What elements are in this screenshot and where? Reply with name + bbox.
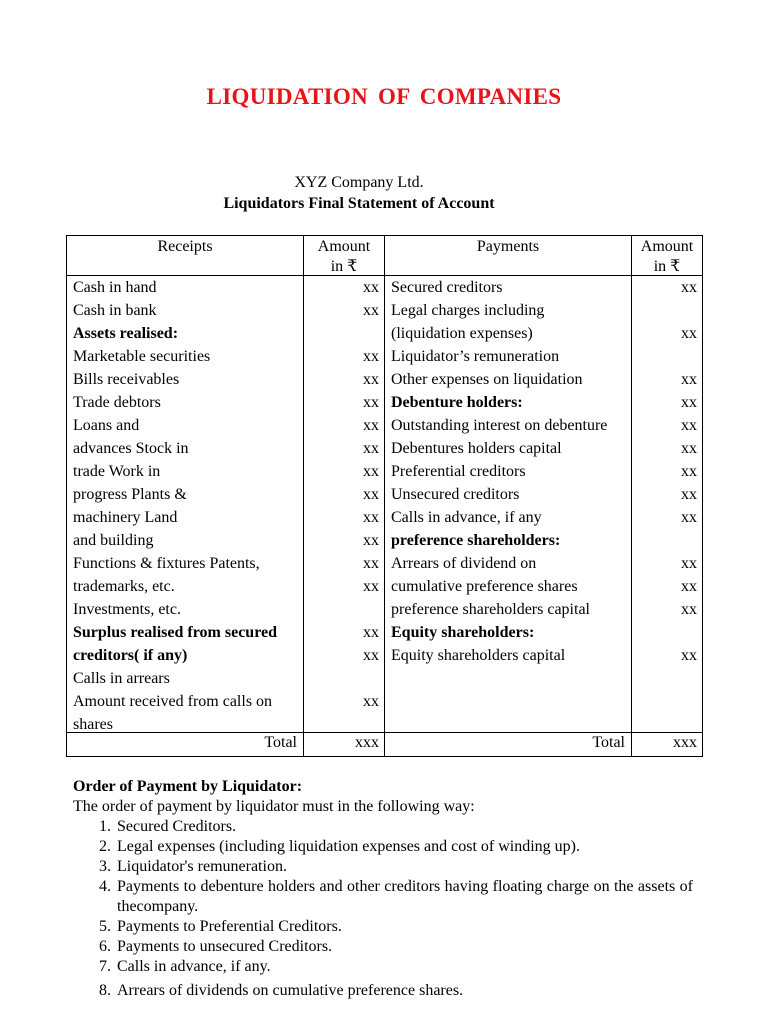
- column-divider: [631, 236, 632, 756]
- order-item-text: Payments to Preferential Creditors.: [117, 918, 342, 935]
- order-list-item: [73, 917, 693, 937]
- order-list-item: [73, 981, 693, 1001]
- receipt-item-label: advances Stock in: [73, 440, 189, 457]
- payment-item-label: preference shareholders:: [391, 532, 561, 549]
- order-intro: The order of payment by liquidator must in the following way:: [73, 798, 475, 815]
- company-name: XYZ Company Ltd.: [294, 174, 424, 191]
- payment-item-label: Secured creditors: [391, 279, 503, 296]
- order-list-item: [73, 837, 693, 857]
- order-item-text: Payments to debenture holders and other creditors having floating charge on the assets of thecompany.: [117, 878, 693, 915]
- receipts-amount-header: [304, 236, 384, 277]
- payment-item-label: Calls in advance, if any: [391, 509, 542, 526]
- order-list-item: [73, 817, 693, 837]
- receipts-amount-header-line1: Amount: [317, 238, 371, 255]
- receipt-item-label: Surplus realised from secured: [73, 624, 278, 641]
- payment-item-amount: xx: [681, 555, 697, 572]
- receipt-item-amount: [305, 667, 379, 690]
- receipts-total-value: xxx: [355, 734, 379, 751]
- payment-item-amount: [633, 529, 697, 552]
- order-item-number: 8.: [99, 982, 111, 999]
- payment-item-label: Debentures holders capital: [391, 440, 562, 457]
- column-divider: [384, 236, 385, 756]
- payments-header-label: Payments: [476, 238, 540, 255]
- receipt-item-label: progress Plants &: [73, 486, 187, 503]
- payment-item-amount: xx: [681, 509, 697, 526]
- receipt-item-label: Marketable securities: [73, 348, 211, 365]
- payment-item-amount: xx: [681, 394, 697, 411]
- order-item-text: Calls in advance, if any.: [117, 958, 271, 975]
- receipt-item-label: creditors( if any): [73, 647, 188, 664]
- order-of-payment-section: [73, 777, 693, 1001]
- payment-item-amount: xx: [681, 578, 697, 595]
- payment-item-label: Outstanding interest on debenture: [391, 417, 608, 434]
- order-item-text: Secured Creditors.: [117, 818, 237, 835]
- order-item-text: Payments to unsecured Creditors.: [117, 938, 333, 955]
- payments-amount-header-line1: Amount: [640, 238, 694, 255]
- receipt-item-label: Loans and: [73, 417, 140, 434]
- receipts-amounts: [305, 276, 379, 736]
- receipt-item-label: Trade debtors: [73, 394, 161, 411]
- receipt-item-amount: xx: [363, 279, 379, 296]
- payment-item-amount: xx: [681, 417, 697, 434]
- receipt-item-label: Investments, etc.: [73, 601, 181, 618]
- order-heading: Order of Payment by Liquidator:: [73, 778, 303, 795]
- payment-item-label: Equity shareholders:: [391, 624, 535, 641]
- receipt-item-label: trade Work in: [73, 463, 161, 480]
- receipt-item-amount: xx: [363, 555, 379, 572]
- receipt-item-label: Assets realised:: [73, 325, 179, 342]
- receipt-item-amount: xx: [363, 509, 379, 526]
- payment-item-amount: [633, 621, 697, 644]
- payments-amount-header: [632, 236, 702, 277]
- payment-item-amount: xx: [681, 371, 697, 388]
- payment-item-label: Unsecured creditors: [391, 486, 520, 503]
- receipt-item-amount: xx: [363, 624, 379, 641]
- payments-amount-header-line2: in ₹: [653, 258, 681, 275]
- payment-item-amount: xx: [681, 601, 697, 618]
- receipt-item-amount: xx: [363, 486, 379, 503]
- receipt-item-amount: xx: [363, 440, 379, 457]
- payments-labels: [391, 276, 631, 667]
- order-item-text: Arrears of dividends on cumulative preference shares.: [117, 982, 464, 999]
- receipt-item-label: Calls in arrears: [73, 670, 170, 687]
- payment-item-amount: xx: [681, 440, 697, 457]
- payment-item-label: Debenture holders:: [391, 394, 523, 411]
- receipts-header-label: Receipts: [157, 238, 213, 255]
- column-divider: [303, 236, 304, 756]
- statement-title: Liquidators Final Statement of Account: [223, 195, 495, 212]
- payment-item-label: cumulative preference shares: [391, 578, 578, 595]
- receipt-item-label: and building: [73, 532, 154, 549]
- receipt-item-amount: [305, 322, 379, 345]
- payment-item-label: Equity shareholders capital: [391, 647, 566, 664]
- order-item-number: 1.: [99, 818, 111, 835]
- payment-item-amount: xx: [681, 486, 697, 503]
- order-item-text: Legal expenses (including liquidation expenses and cost of winding up).: [117, 838, 581, 855]
- receipt-item-amount: xx: [363, 348, 379, 365]
- order-item-number: 4.: [99, 878, 111, 895]
- receipt-item-amount: xx: [363, 463, 379, 480]
- order-list-item: [73, 957, 693, 977]
- receipt-item-amount: [305, 598, 379, 621]
- receipt-item-label: Cash in hand: [73, 279, 157, 296]
- receipt-item-label: Amount received from calls on: [73, 693, 273, 710]
- receipt-item-label: trademarks, etc.: [73, 578, 175, 595]
- payment-item-label: preference shareholders capital: [391, 601, 590, 618]
- payments-total-label: Total: [592, 734, 625, 751]
- payment-item-label: Liquidator’s remuneration: [391, 348, 560, 365]
- order-list-item: [73, 877, 693, 917]
- order-list: [73, 817, 693, 1001]
- payment-item-label: Preferential creditors: [391, 463, 526, 480]
- receipt-item-amount: xx: [363, 371, 379, 388]
- payment-item-amount: [633, 299, 697, 322]
- payment-item-amount: xx: [681, 279, 697, 296]
- receipt-item-amount: xx: [363, 578, 379, 595]
- order-item-number: 7.: [99, 958, 111, 975]
- receipt-item-amount: xx: [363, 417, 379, 434]
- receipts-total-label: Total: [264, 734, 297, 751]
- receipts-amount-header-line2: in ₹: [330, 258, 358, 275]
- statement-table: [66, 235, 703, 757]
- receipt-item-amount: xx: [363, 532, 379, 549]
- payment-item-label: Arrears of dividend on: [391, 555, 537, 572]
- receipt-item-label: machinery Land: [73, 509, 178, 526]
- order-item-number: 6.: [99, 938, 111, 955]
- payment-item-label: (liquidation expenses): [391, 325, 533, 342]
- payment-item-label: Other expenses on liquidation: [391, 371, 583, 388]
- order-item-text: Liquidator's remuneration.: [117, 858, 287, 875]
- order-list-item: [73, 937, 693, 957]
- order-item-number: 2.: [99, 838, 111, 855]
- payment-item-amount: xx: [681, 463, 697, 480]
- order-item-number: 5.: [99, 918, 111, 935]
- receipt-item-amount: xx: [363, 302, 379, 319]
- payments-header: [385, 236, 631, 257]
- payments-amounts: [633, 276, 697, 667]
- receipt-item-label: Functions & fixtures Patents,: [73, 555, 260, 572]
- receipt-item-label: Bills receivables: [73, 371, 180, 388]
- receipt-item-amount: xx: [363, 647, 379, 664]
- payments-total-value: xxx: [673, 734, 697, 751]
- payment-item-amount: [633, 345, 697, 368]
- payment-item-amount: xx: [681, 647, 697, 664]
- receipt-item-label: Cash in bank: [73, 302, 157, 319]
- payment-item-amount: xx: [681, 325, 697, 342]
- order-list-item: [73, 857, 693, 877]
- receipt-item-amount: xx: [363, 693, 379, 710]
- payment-item-label: Legal charges including: [391, 302, 545, 319]
- page-title: LIQUIDATION OF COMPANIES: [206, 84, 562, 109]
- receipt-item-label: shares: [73, 716, 113, 733]
- receipt-item-amount: xx: [363, 394, 379, 411]
- receipts-labels: [73, 276, 303, 736]
- receipts-header: [67, 236, 303, 257]
- order-item-number: 3.: [99, 858, 111, 875]
